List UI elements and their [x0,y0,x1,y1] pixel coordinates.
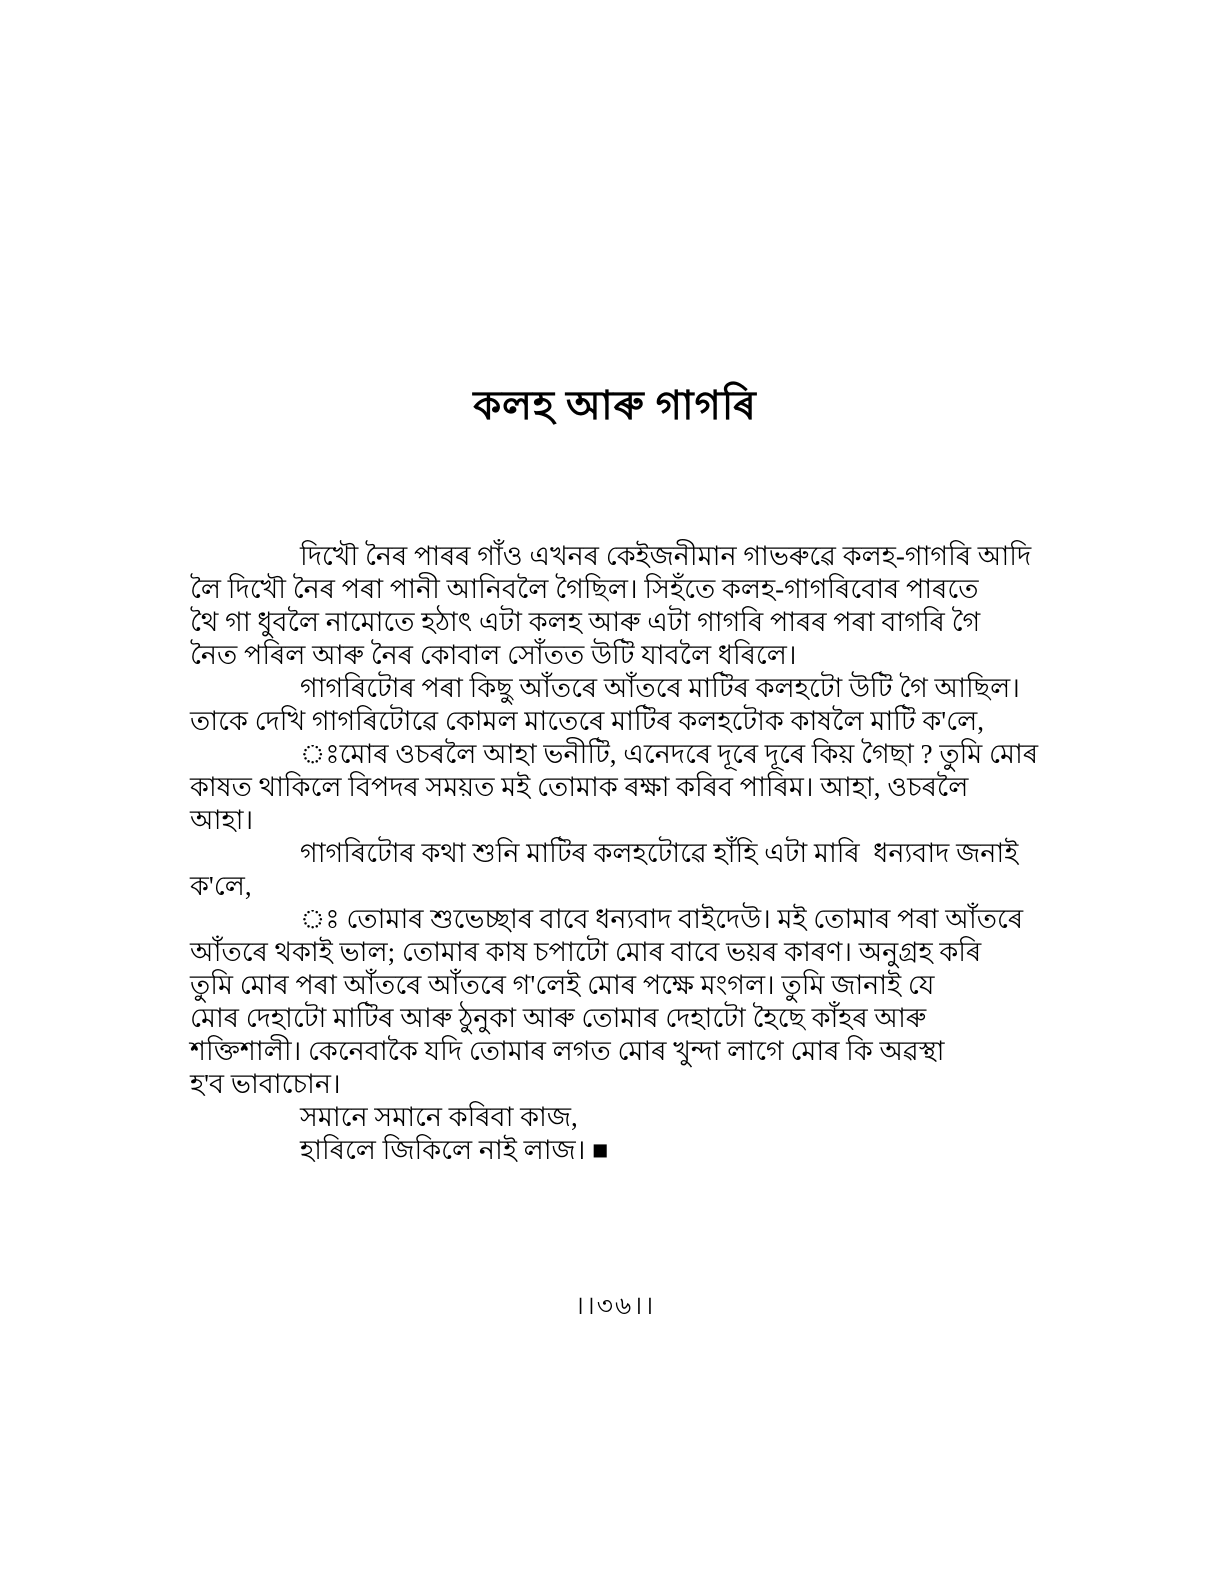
text-line: কাষত থাকিলে বিপদৰ সময়ত মই তোমাক ৰক্ষা কৰিব পাৰিম। আহা, ওচৰলৈ [190,772,969,802]
text-line: হ'ব ভাবাচোন। [190,1069,341,1099]
story-body [190,540,1042,1167]
text-line: থৈ গা ধুবলৈ নামোতে হঠাৎ এটা কলহ আৰু এটা গাগৰি পাৰৰ পৰা বাগৰি গৈ [190,607,981,637]
text-line: তুমি মোৰ পৰা আঁতৰে আঁতৰে গ'লেই মোৰ পক্ষে মংগল। তুমি জানাই যে [190,970,935,1000]
text-line: মোৰ দেহাটো মাটিৰ আৰু ঠুনুকা আৰু তোমাৰ দেহাটো হৈছে কাঁহৰ আৰু [190,1003,927,1033]
text-line: নৈত পৰিল আৰু নৈৰ কোবাল সোঁতত উটি যাবলৈ ধৰিলে। [190,640,797,670]
text-line: ঃ তোমাৰ শুভেচ্ছাৰ বাবে ধন্যবাদ বাইদেউ। মই তোমাৰ পৰা আঁতৰে [300,904,1024,934]
page-number: ।।৩৬।। [574,1293,656,1320]
text-line: দিখৌ নৈৰ পাৰৰ গাঁও এখনৰ কেইজনীমান গাভৰুৱে কলহ-গাগৰি আদি [300,541,1032,571]
page-title: কলহ আৰু গাগৰি [473,383,757,428]
text-line: লৈ দিখৌ নৈৰ পৰা পানী আনিবলৈ গৈছিল। সিহঁতে কলহ-গাগৰিবোৰ পাৰতে [190,574,979,604]
text-line: ঃমোৰ ওচৰলৈ আহা ভনীটি, এনেদৰে দূৰে দূৰে কিয় গৈছা ? তুমি মোৰ [300,739,1039,769]
text-line: আঁতৰে থকাই ভাল; তোমাৰ কাষ চপাটো মোৰ বাবে ভয়ৰ কাৰণ। অনুগ্ৰহ কৰি [190,937,982,967]
text-line: হাৰিলে জিকিলে নাই লাজ। ■ [300,1135,609,1165]
text-line: গাগৰিটোৰ কথা শুনি মাটিৰ কলহটোৱে হাঁহি এটা মাৰি ধন্যবাদ জনাই [300,838,1019,868]
text-line: তাকে দেখি গাগৰিটোৱে কোমল মাতেৰে মাটিৰ কলহটোক কাষলৈ মাটি ক'লে, [190,706,984,736]
text-line: ক'লে, [190,871,252,901]
text-line: শক্তিশালী। কেনেবাকৈ যদি তোমাৰ লগত মোৰ খুন্দা লাগে মোৰ কি অৱস্থা [190,1036,945,1066]
text-line: গাগৰিটোৰ পৰা কিছু আঁতৰে আঁতৰে মাটিৰ কলহটো উটি গৈ আছিল। [300,673,1020,703]
text-line: আহা। [190,805,254,835]
text-line: সমানে সমানে কৰিবা কাজ, [300,1102,578,1132]
